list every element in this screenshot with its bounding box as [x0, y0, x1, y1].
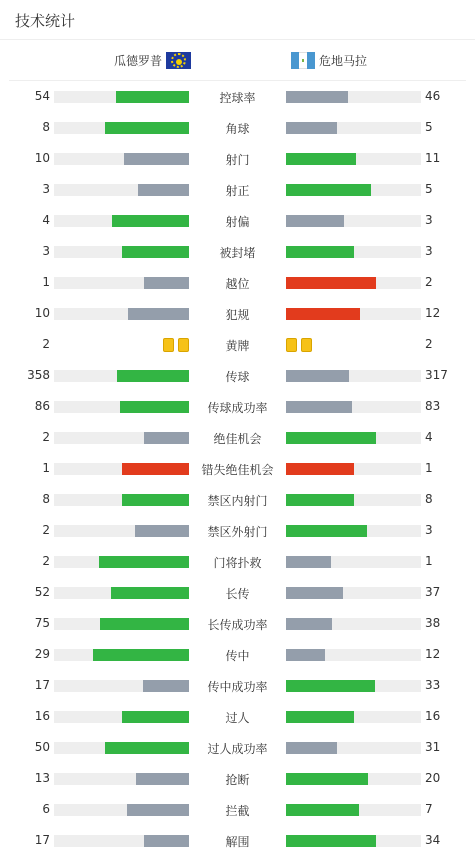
home-stat-value: 8: [42, 492, 50, 506]
away-stat-value: 12: [425, 306, 441, 320]
home-stat-bar-track: [54, 370, 189, 382]
stat-row: [0, 577, 475, 608]
home-stat-value: 3: [42, 244, 50, 258]
stat-label: 解围: [225, 835, 250, 849]
away-stat-value: 2: [425, 275, 433, 289]
home-stat-bar: [105, 122, 189, 134]
away-team-flag-icon: [291, 52, 315, 69]
home-stat-value: 2: [42, 554, 50, 568]
away-stat-value: 3: [425, 523, 433, 537]
stat-row: [0, 267, 475, 298]
away-stat-bar: [286, 277, 376, 289]
stat-label: 过人成功率: [207, 742, 268, 756]
away-stat-value: 3: [425, 213, 433, 227]
home-stat-bar: [127, 804, 189, 816]
away-stat-bar: [286, 773, 368, 785]
home-stat-value: 2: [42, 430, 50, 444]
away-stat-bar: [286, 184, 371, 196]
home-stat-bar: [112, 215, 189, 227]
home-stat-value: 358: [27, 368, 50, 382]
away-stat-value: 7: [425, 802, 433, 816]
away-stat-bar-track: [286, 494, 421, 506]
away-stat-value: 83: [425, 399, 441, 413]
away-stat-value: 37: [425, 585, 441, 599]
away-stat-value: 1: [425, 461, 433, 475]
away-team[interactable]: [291, 52, 367, 69]
away-stat-bar-track: [286, 215, 421, 227]
home-team[interactable]: [114, 52, 191, 69]
stat-row: [0, 360, 475, 391]
home-stat-bar-track: [54, 401, 189, 413]
away-stat-bar: [286, 91, 348, 103]
stat-row: [0, 825, 475, 856]
away-stat-value: 317: [425, 368, 448, 382]
away-stat-value: 20: [425, 771, 441, 785]
stat-label: 长传成功率: [207, 618, 268, 632]
home-stat-bar-track: [54, 835, 189, 847]
away-stat-bar: [286, 432, 376, 444]
away-stat-value: 1: [425, 554, 433, 568]
home-stat-bar-track: [54, 680, 189, 692]
stat-row: [0, 391, 475, 422]
home-stat-bar-track: [54, 711, 189, 723]
stat-label: 传球: [225, 370, 250, 384]
home-stat-bar: [116, 91, 189, 103]
stat-label: 射门: [225, 153, 250, 167]
home-stat-value: 1: [42, 275, 50, 289]
home-stat-bar-track: [54, 494, 189, 506]
away-stat-value: 5: [425, 182, 433, 196]
away-stat-bar: [286, 246, 354, 258]
away-stat-bar: [286, 618, 332, 630]
away-team-name: 危地马拉: [319, 54, 368, 68]
away-stat-bar: [286, 680, 375, 692]
home-stat-value: 54: [34, 89, 50, 103]
home-stat-bar: [144, 835, 189, 847]
away-stat-bar: [286, 308, 360, 320]
home-stat-bar: [143, 680, 189, 692]
away-stat-value: 2: [425, 337, 433, 351]
home-stat-bar: [136, 773, 189, 785]
page-title: 技术统计: [15, 12, 76, 30]
away-stat-bar: [286, 525, 367, 537]
home-stat-bar: [120, 401, 189, 413]
away-stat-bar-track: [286, 618, 421, 630]
away-stat-bar-track: [286, 91, 421, 103]
stat-row: [0, 794, 475, 825]
stat-row: [0, 329, 475, 360]
home-stat-value: 13: [34, 771, 50, 785]
away-stat-bar-track: [286, 277, 421, 289]
home-stat-value: 17: [34, 833, 50, 847]
home-stat-bar: [93, 649, 189, 661]
away-stat-bar: [286, 370, 349, 382]
home-stat-value: 75: [34, 616, 50, 630]
stat-label: 犯规: [225, 308, 250, 322]
away-stat-bar-track: [286, 370, 421, 382]
home-stat-bar-track: [54, 618, 189, 630]
home-stat-value: 3: [42, 182, 50, 196]
away-stat-bar-track: [286, 401, 421, 413]
away-stat-value: 31: [425, 740, 441, 754]
home-stat-value: 1: [42, 461, 50, 475]
home-stat-bar-track: [54, 153, 189, 165]
stat-label: 角球: [225, 122, 250, 136]
away-stat-bar: [286, 215, 344, 227]
home-stat-value: 10: [34, 306, 50, 320]
home-stat-bar: [122, 463, 190, 475]
home-stat-value: 52: [34, 585, 50, 599]
home-stat-bar-track: [54, 184, 189, 196]
away-stat-bar-track: [286, 308, 421, 320]
home-stat-bar-track: [54, 277, 189, 289]
yellow-card-icon: [301, 338, 312, 352]
away-stat-bar-track: [286, 742, 421, 754]
stat-label: 长传: [225, 587, 250, 601]
away-stat-bar-track: [286, 525, 421, 537]
stat-row: [0, 546, 475, 577]
away-stat-bar-track: [286, 184, 421, 196]
home-stat-bar-track: [54, 463, 189, 475]
home-stat-bar: [117, 370, 189, 382]
away-stat-value: 4: [425, 430, 433, 444]
away-stat-value: 11: [425, 151, 441, 165]
home-stat-value: 2: [42, 337, 50, 351]
stat-label: 传中: [225, 649, 250, 663]
home-stat-bar: [138, 184, 189, 196]
stat-row: [0, 205, 475, 236]
home-stat-bar: [122, 711, 190, 723]
home-stat-bar-track: [54, 649, 189, 661]
stat-label: 越位: [225, 277, 250, 291]
home-stat-bar-track: [54, 122, 189, 134]
away-stat-bar: [286, 835, 376, 847]
home-stat-value: 8: [42, 120, 50, 134]
stat-label: 绝佳机会: [213, 432, 262, 446]
stat-row: [0, 81, 475, 112]
away-stat-bar-track: [286, 556, 421, 568]
away-stat-bar: [286, 742, 337, 754]
home-stat-bar: [128, 308, 189, 320]
away-stat-bar: [286, 153, 356, 165]
home-stat-bar-track: [54, 742, 189, 754]
away-stat-bar: [286, 122, 337, 134]
stat-row: [0, 143, 475, 174]
away-stat-bar: [286, 556, 331, 568]
home-stat-value: 6: [42, 802, 50, 816]
yellow-card-icon: [178, 338, 189, 352]
home-stat-bar-track: [54, 525, 189, 537]
away-stat-bar-track: [286, 649, 421, 661]
home-stat-bar-track: [54, 773, 189, 785]
away-stat-bar-track: [286, 711, 421, 723]
away-stat-bar-track: [286, 804, 421, 816]
away-stat-bar: [286, 463, 354, 475]
stat-label: 控球率: [219, 91, 256, 105]
away-stat-value: 5: [425, 120, 433, 134]
stat-row: [0, 639, 475, 670]
home-stat-bar-track: [54, 804, 189, 816]
away-stat-value: 38: [425, 616, 441, 630]
away-stat-bar: [286, 649, 325, 661]
away-stat-value: 8: [425, 492, 433, 506]
home-stat-bar-track: [54, 556, 189, 568]
home-team-flag-icon: [166, 52, 191, 69]
stat-label: 黄牌: [225, 339, 250, 353]
home-stat-value: 2: [42, 523, 50, 537]
teams-bar: [9, 40, 466, 81]
home-stat-value: 50: [34, 740, 50, 754]
stat-label: 拦截: [225, 804, 250, 818]
stat-row: [0, 515, 475, 546]
away-stat-bar: [286, 804, 359, 816]
away-stat-bar: [286, 494, 354, 506]
stat-label: 过人: [225, 711, 250, 725]
home-stat-value: 86: [34, 399, 50, 413]
stat-label: 传中成功率: [207, 680, 268, 694]
stat-label: 门将扑救: [213, 556, 262, 570]
home-stat-bar: [122, 246, 190, 258]
stat-label: 传球成功率: [207, 401, 268, 415]
home-stat-bar-track: [54, 587, 189, 599]
home-stat-bar: [99, 556, 189, 568]
yellow-card-icon: [163, 338, 174, 352]
home-stat-bar: [100, 618, 189, 630]
stat-row: [0, 608, 475, 639]
yellow-card-icon: [286, 338, 297, 352]
home-stat-bar: [144, 432, 189, 444]
away-stat-bar: [286, 401, 352, 413]
stat-row: [0, 236, 475, 267]
stat-row: [0, 298, 475, 329]
away-stat-value: 46: [425, 89, 441, 103]
away-stat-bar-track: [286, 153, 421, 165]
stat-label: 错失绝佳机会: [201, 463, 274, 477]
stat-row: [0, 732, 475, 763]
stat-row: [0, 453, 475, 484]
home-team-name: 瓜德罗普: [113, 54, 162, 68]
away-stat-bar: [286, 587, 343, 599]
away-stat-bar-track: [286, 246, 421, 258]
home-stat-bar-track: [54, 308, 189, 320]
home-stat-value: 4: [42, 213, 50, 227]
away-stat-value: 16: [425, 709, 441, 723]
home-stat-value: 17: [34, 678, 50, 692]
away-stat-value: 3: [425, 244, 433, 258]
stat-row: [0, 112, 475, 143]
away-stat-bar-track: [286, 680, 421, 692]
home-stat-bar: [111, 587, 189, 599]
away-stat-value: 33: [425, 678, 441, 692]
away-stat-bar-track: [286, 835, 421, 847]
home-stat-bar-track: [54, 432, 189, 444]
stat-label: 禁区外射门: [207, 525, 268, 539]
home-stat-bar: [124, 153, 189, 165]
stat-label: 抢断: [225, 773, 250, 787]
home-stat-bar: [105, 742, 189, 754]
away-stat-bar-track: [286, 432, 421, 444]
home-stat-value: 10: [34, 151, 50, 165]
away-stat-bar: [286, 711, 354, 723]
home-yellow-cards: [163, 338, 189, 352]
stat-label: 射正: [225, 184, 250, 198]
stat-label: 射偏: [225, 215, 250, 229]
home-stat-value: 16: [34, 709, 50, 723]
stats-header: [0, 0, 475, 40]
away-stat-value: 12: [425, 647, 441, 661]
stat-row: [0, 670, 475, 701]
away-stat-bar-track: [286, 773, 421, 785]
stat-row: [0, 701, 475, 732]
stat-label: 禁区内射门: [207, 494, 268, 508]
stat-row: [0, 763, 475, 794]
home-stat-bar-track: [54, 91, 189, 103]
stat-row: [0, 484, 475, 515]
home-stat-bar: [135, 525, 189, 537]
away-stat-bar-track: [286, 122, 421, 134]
away-stat-bar-track: [286, 463, 421, 475]
home-stat-bar: [122, 494, 190, 506]
home-stat-bar: [144, 277, 189, 289]
stats-list: [0, 81, 475, 856]
away-stat-value: 34: [425, 833, 441, 847]
home-stat-bar-track: [54, 246, 189, 258]
stat-label: 被封堵: [219, 246, 256, 260]
stat-row: [0, 422, 475, 453]
away-yellow-cards: [286, 338, 312, 352]
away-stat-bar-track: [286, 587, 421, 599]
home-stat-bar-track: [54, 215, 189, 227]
stat-row: [0, 174, 475, 205]
home-stat-value: 29: [34, 647, 50, 661]
